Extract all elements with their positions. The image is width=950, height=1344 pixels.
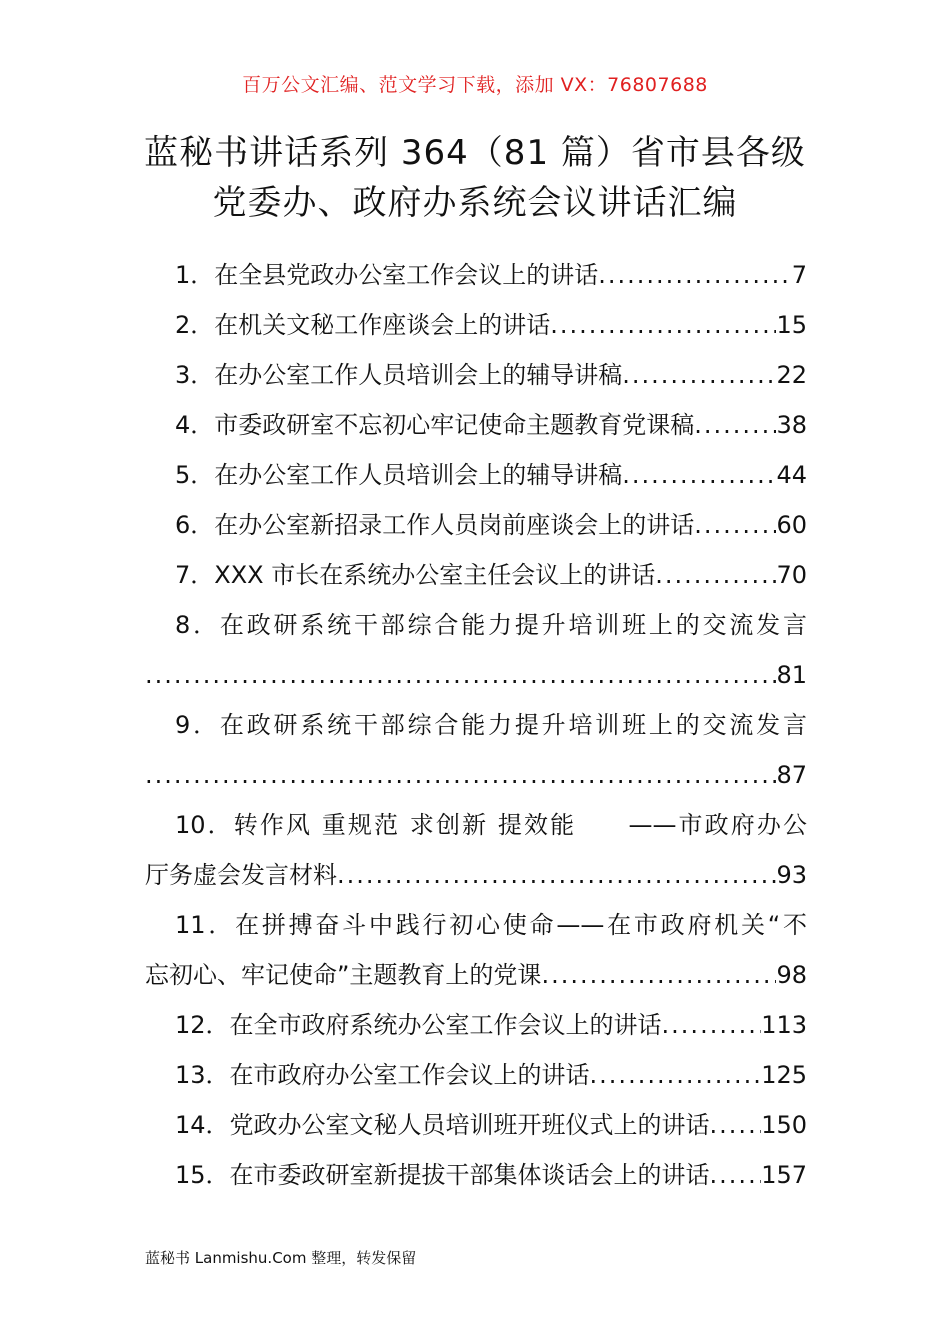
toc-page-number: 38	[776, 411, 807, 439]
toc-entry-3[interactable]	[145, 350, 807, 400]
toc-entry-15[interactable]	[145, 1150, 807, 1200]
toc-entry-12[interactable]	[145, 1000, 807, 1050]
toc-page-number: 60	[776, 511, 807, 539]
footer-note: 蓝秘书 Lanmishu.Com 整理，转发保留	[145, 1249, 417, 1267]
toc-entry-title: 9．在政研系统干部综合能力提升培训班上的交流发言	[175, 711, 807, 739]
toc-entry-title: 1．在全县党政办公室工作会议上的讲话	[175, 261, 599, 289]
dot-leader	[694, 400, 776, 450]
title-line-1: 蓝秘书讲话系列 364（81 篇）省市县各级	[144, 133, 806, 173]
dot-leader	[541, 950, 776, 1000]
toc-entry-title: 7．XXX 市长在系统办公室主任会议上的讲话	[175, 561, 656, 589]
dot-leader	[590, 1050, 762, 1100]
toc-page-number: 113	[761, 1011, 807, 1039]
toc-entry-title: 14．党政办公室文秘人员培训班开班仪式上的讲话	[175, 1111, 710, 1139]
toc-page-number: 81	[776, 661, 807, 689]
toc-entry-title: 8．在政研系统干部综合能力提升培训班上的交流发言	[175, 611, 807, 639]
toc-entry-title: 12．在全市政府系统办公室工作会议上的讲话	[175, 1011, 662, 1039]
toc-entry-title: 5．在办公室工作人员培训会上的辅导讲稿	[175, 461, 623, 489]
toc-entry-2[interactable]	[145, 300, 807, 350]
toc-entry-13[interactable]	[145, 1050, 807, 1100]
document-title	[100, 128, 850, 228]
dot-leader	[694, 500, 776, 550]
toc-page-number: 44	[776, 461, 807, 489]
toc-entry-8[interactable]	[145, 600, 807, 700]
toc-page-number: 7	[791, 261, 807, 289]
toc-page-number: 93	[776, 861, 807, 889]
dot-leader	[710, 1150, 762, 1200]
toc-entry-9[interactable]	[145, 700, 807, 800]
toc-entry-title: 11．在拼搏奋斗中践行初心使命——在市政府机关“不	[175, 911, 807, 939]
table-of-contents	[145, 250, 807, 1200]
dot-leader	[598, 250, 791, 300]
toc-entry-5[interactable]	[145, 450, 807, 500]
toc-entry-1[interactable]	[145, 250, 807, 300]
toc-page-number: 22	[776, 361, 807, 389]
toc-page-number: 70	[776, 561, 807, 589]
dot-leader	[710, 1100, 762, 1150]
dot-leader	[662, 1000, 762, 1050]
toc-entry-continuation: 厅务虚会发言材料	[145, 861, 337, 889]
header-banner: 百万公文汇编、范文学习下载，添加 VX：76807688	[242, 74, 708, 96]
toc-entry-title: 3．在办公室工作人员培训会上的辅导讲稿	[175, 361, 623, 389]
toc-entry-title: 13．在市政府办公室工作会议上的讲话	[175, 1061, 590, 1089]
toc-page-number: 157	[761, 1161, 807, 1189]
toc-page-number: 87	[776, 761, 807, 789]
toc-page-number: 98	[776, 961, 807, 989]
toc-entry-11[interactable]	[145, 900, 807, 1000]
dot-leader	[145, 650, 776, 700]
toc-entry-title: 10．转作风 重规范 求创新 提效能 ——市政府办公	[175, 811, 807, 839]
title-line-2: 党委办、政府办系统会议讲话汇编	[212, 183, 738, 223]
toc-page-number: 125	[761, 1061, 807, 1089]
toc-entry-14[interactable]	[145, 1100, 807, 1150]
toc-entry-4[interactable]	[145, 400, 807, 450]
toc-entry-title: 4．市委政研室不忘初心牢记使命主题教育党课稿	[175, 411, 695, 439]
dot-leader	[337, 850, 776, 900]
dot-leader	[655, 550, 776, 600]
dot-leader	[145, 750, 776, 800]
toc-entry-7[interactable]	[145, 550, 807, 600]
toc-entry-10[interactable]	[145, 800, 807, 900]
dot-leader	[622, 350, 776, 400]
toc-entry-title: 2．在机关文秘工作座谈会上的讲话	[175, 311, 551, 339]
toc-entry-6[interactable]	[145, 500, 807, 550]
toc-entry-title: 15．在市委政研室新提拔干部集体谈话会上的讲话	[175, 1161, 710, 1189]
dot-leader	[550, 300, 776, 350]
toc-page-number: 15	[776, 311, 807, 339]
toc-entry-continuation: 忘初心、牢记使命”主题教育上的党课	[145, 961, 542, 989]
toc-page-number: 150	[761, 1111, 807, 1139]
dot-leader	[622, 450, 776, 500]
toc-entry-title: 6．在办公室新招录工作人员岗前座谈会上的讲话	[175, 511, 695, 539]
